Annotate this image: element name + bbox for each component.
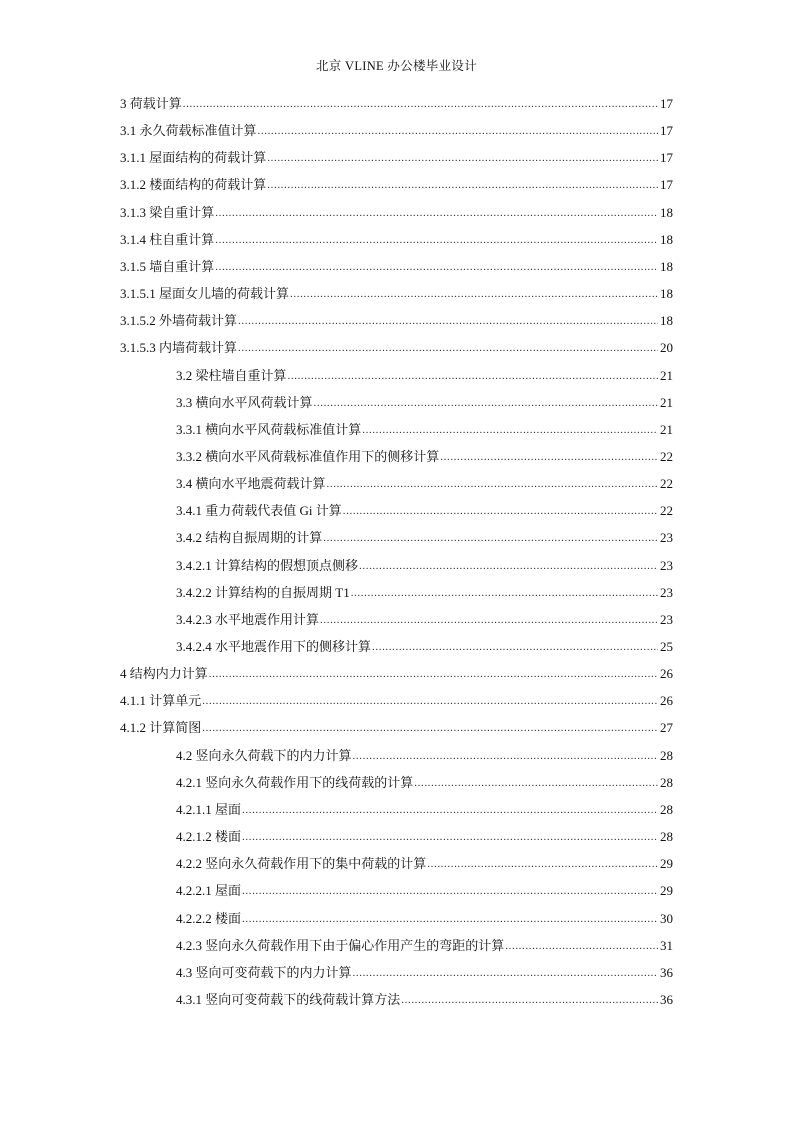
toc-dot-leader xyxy=(401,992,658,1008)
toc-entry[interactable] xyxy=(176,526,673,546)
toc-entry-title: 3.1.5.1 屋面女儿墙的荷载计算 xyxy=(120,286,290,302)
toc-entry-page-number: 28 xyxy=(660,829,673,845)
toc-dot-leader xyxy=(323,530,658,546)
toc-entry-page-number: 17 xyxy=(660,177,673,193)
toc-entry-title: 4.2.1.2 楼面 xyxy=(176,829,242,845)
toc-entry-title: 3.3 横向水平风荷载计算 xyxy=(176,394,313,410)
toc-entry-page-number: 26 xyxy=(660,693,673,709)
toc-dot-leader xyxy=(359,558,658,574)
toc-entry[interactable] xyxy=(176,961,673,981)
toc-entry[interactable] xyxy=(176,499,673,519)
toc-entry-page-number: 17 xyxy=(660,150,673,166)
toc-entry[interactable] xyxy=(176,744,673,764)
toc-entry-title: 3.1.4 柱自重计算 xyxy=(120,231,215,247)
toc-entry-page-number: 21 xyxy=(660,421,673,437)
header-rule xyxy=(118,80,675,81)
toc-entry[interactable] xyxy=(120,716,673,736)
toc-entry-page-number: 22 xyxy=(660,476,673,492)
toc-entry-title: 3.1.1 屋面结构的荷载计算 xyxy=(120,150,267,166)
toc-dot-leader xyxy=(202,693,658,709)
toc-dot-leader xyxy=(238,313,658,329)
toc-entry[interactable] xyxy=(176,852,673,872)
toc-dot-leader xyxy=(320,612,658,628)
toc-entry-title: 3.4.2.4 水平地震作用下的侧移计算 xyxy=(176,639,372,654)
toc-entry-title: 4.2 竖向永久荷载下的内力计算 xyxy=(176,747,352,763)
toc-dot-leader xyxy=(440,449,658,465)
toc-entry[interactable] xyxy=(120,282,673,302)
toc-entry-page-number: 29 xyxy=(660,883,673,899)
toc-entry-page-number: 21 xyxy=(660,394,673,410)
toc-entry[interactable] xyxy=(176,418,673,438)
toc-entry-title: 4.2.2.1 屋面 xyxy=(176,883,242,899)
toc-entry-page-number: 23 xyxy=(660,611,673,627)
toc-entry-page-number: 31 xyxy=(660,937,673,953)
toc-dot-leader xyxy=(362,422,658,438)
toc-entry[interactable] xyxy=(120,119,673,139)
toc-entry-title: 3.1 永久荷载标准值计算 xyxy=(120,123,257,139)
toc-entry-page-number: 23 xyxy=(660,557,673,573)
toc-dot-leader xyxy=(215,232,658,248)
toc-entry[interactable] xyxy=(120,201,673,221)
toc-entry[interactable] xyxy=(176,635,673,655)
toc-entry[interactable] xyxy=(176,391,673,411)
toc-entry-title: 3.4.2.1 计算结构的假想顶点侧移 xyxy=(176,557,359,573)
toc-dot-leader xyxy=(209,666,658,682)
toc-dot-leader xyxy=(242,883,658,899)
toc-entry-page-number: 36 xyxy=(660,964,673,980)
page-header: 北京 VLINE 办公楼毕业设计 xyxy=(315,59,478,73)
toc-entry-page-number: 23 xyxy=(660,530,673,546)
toc-dot-leader xyxy=(314,395,658,411)
toc-entry-title: 3 荷载计算 xyxy=(120,96,182,111)
toc-entry-page-number: 28 xyxy=(660,774,673,790)
toc-entry-page-number: 25 xyxy=(660,639,673,654)
toc-entry-page-number: 27 xyxy=(660,720,673,736)
toc-dot-leader xyxy=(242,802,658,818)
toc-entry-page-number: 26 xyxy=(660,666,673,682)
toc-entry-title: 3.4.2.2 计算结构的自振周期 T1 xyxy=(176,584,350,600)
toc-entry[interactable] xyxy=(176,879,673,899)
toc-entry-title: 3.1.5.3 内墙荷载计算 xyxy=(120,340,238,356)
toc-entry-title: 4.1.1 计算单元 xyxy=(120,693,202,709)
toc-entry-page-number: 29 xyxy=(660,856,673,872)
toc-entry-title: 3.4.2 结构自振周期的计算 xyxy=(176,530,323,546)
toc-dot-leader xyxy=(343,503,658,519)
toc-entry-page-number: 22 xyxy=(660,448,673,464)
toc-entry[interactable] xyxy=(176,907,673,927)
toc-entry-page-number: 18 xyxy=(660,286,673,302)
toc-entry-title: 3.2 梁柱墙自重计算 xyxy=(176,367,287,383)
toc-entry-page-number: 18 xyxy=(660,231,673,247)
toc-entry[interactable] xyxy=(176,554,673,574)
toc-dot-leader xyxy=(414,775,658,791)
toc-entry-page-number: 18 xyxy=(660,204,673,220)
toc-entry[interactable] xyxy=(176,472,673,492)
toc-entry-page-number: 23 xyxy=(660,584,673,600)
toc-dot-leader xyxy=(288,368,658,384)
toc-dot-leader xyxy=(267,177,658,193)
toc-entry-title: 3.1.2 楼面结构的荷载计算 xyxy=(120,177,267,193)
toc-entry-page-number: 28 xyxy=(660,801,673,817)
toc-entry[interactable] xyxy=(176,581,673,601)
toc-dot-leader xyxy=(351,585,658,601)
toc-entry-page-number: 18 xyxy=(660,313,673,329)
toc-entry-page-number: 28 xyxy=(660,747,673,763)
toc-dot-leader xyxy=(242,829,658,845)
toc-dot-leader xyxy=(427,856,658,872)
toc-dot-leader xyxy=(183,96,658,112)
toc-entry[interactable] xyxy=(120,228,673,248)
toc-entry-title: 4.2.1 竖向永久荷载作用下的线荷载的计算 xyxy=(176,774,414,790)
toc-entry-title: 4.1.2 计算简图 xyxy=(120,720,202,736)
toc-entry-page-number: 21 xyxy=(660,367,673,383)
toc-entry-title: 4.2.1.1 屋面 xyxy=(176,801,242,817)
toc-entry[interactable] xyxy=(176,771,673,791)
toc-entry-title: 4.3.1 竖向可变荷载下的线荷载计算方法 xyxy=(176,991,401,1007)
toc-dot-leader xyxy=(353,748,658,764)
toc-dot-leader xyxy=(202,720,658,736)
toc-entry-page-number: 17 xyxy=(660,123,673,139)
toc-entry-page-number: 36 xyxy=(660,991,673,1007)
toc-dot-leader xyxy=(215,259,658,275)
toc-dot-leader xyxy=(258,123,658,139)
toc-entry[interactable] xyxy=(176,445,673,465)
toc-dot-leader xyxy=(238,340,658,356)
toc-entry-title: 4.2.2.2 楼面 xyxy=(176,910,242,926)
toc-entry[interactable] xyxy=(120,255,673,275)
toc-entry-page-number: 17 xyxy=(660,96,673,111)
toc-entry-page-number: 22 xyxy=(660,503,673,519)
toc-dot-leader xyxy=(290,286,658,302)
toc-entry-title: 3.3.2 横向水平风荷载标准值作用下的侧移计算 xyxy=(176,448,440,464)
toc-entry-title: 4.2.3 竖向永久荷载作用下由于偏心作用产生的弯距的计算 xyxy=(176,937,505,953)
toc-dot-leader xyxy=(242,911,658,927)
toc-entry[interactable] xyxy=(176,825,673,845)
toc-entry-title: 3.4.2.3 水平地震作用计算 xyxy=(176,611,320,627)
toc-entry[interactable] xyxy=(120,689,673,709)
toc-entry-title: 4.3 竖向可变荷载下的内力计算 xyxy=(176,964,352,980)
toc-entry-title: 3.3.1 横向水平风荷载标准值计算 xyxy=(176,421,362,437)
toc-entry[interactable] xyxy=(176,364,673,384)
toc-dot-leader xyxy=(267,150,658,166)
toc-dot-leader xyxy=(353,965,658,981)
toc-entry-page-number: 20 xyxy=(660,340,673,356)
toc-entry[interactable] xyxy=(176,798,673,818)
toc-entry-title: 4.2.2 竖向永久荷载作用下的集中荷载的计算 xyxy=(176,856,427,872)
toc-entry-title: 3.4.1 重力荷载代表值 Gi 计算 xyxy=(176,503,342,519)
toc-entry-title: 3.1.5.2 外墙荷载计算 xyxy=(120,313,238,329)
toc-entry[interactable] xyxy=(120,92,673,112)
toc-dot-leader xyxy=(327,476,658,492)
toc-entry[interactable] xyxy=(120,146,673,166)
toc-entry-title: 4 结构内力计算 xyxy=(120,666,208,682)
toc-entry-page-number: 18 xyxy=(660,258,673,274)
toc-entry[interactable] xyxy=(120,173,673,193)
toc-entry-page-number: 30 xyxy=(660,910,673,926)
toc-entry[interactable] xyxy=(120,309,673,329)
toc-entry[interactable] xyxy=(120,662,673,682)
toc-dot-leader xyxy=(372,639,658,655)
toc-entry[interactable] xyxy=(176,934,673,954)
toc-entry[interactable] xyxy=(176,988,673,1008)
toc-dot-leader xyxy=(505,938,658,954)
toc-entry-title: 3.1.3 梁自重计算 xyxy=(120,204,215,220)
toc-entry-title: 3.4 横向水平地震荷载计算 xyxy=(176,476,326,492)
toc-dot-leader xyxy=(215,205,658,221)
toc-entry-title: 3.1.5 墙自重计算 xyxy=(120,258,215,274)
toc-entry[interactable] xyxy=(120,336,673,356)
toc-entry[interactable] xyxy=(176,608,673,628)
